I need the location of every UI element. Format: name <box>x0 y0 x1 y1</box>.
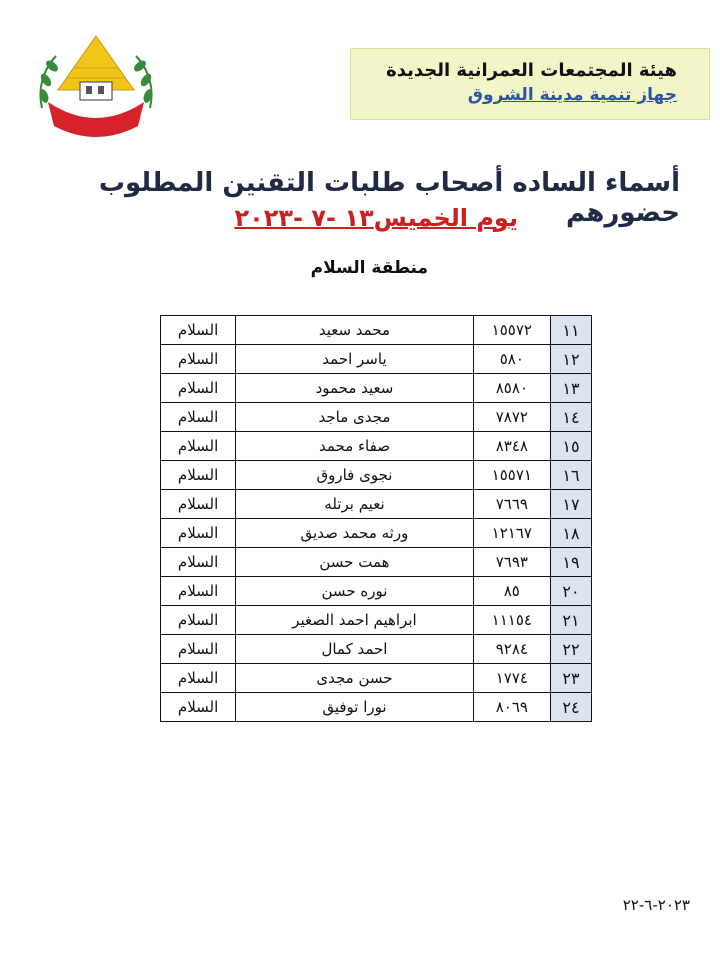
request-number: ٩٢٨٤ <box>473 635 550 664</box>
applicant-name: احمد كمال <box>236 635 474 664</box>
applicant-name: نوره حسن <box>236 577 474 606</box>
request-number: ٧٨٧٢ <box>473 403 550 432</box>
applicant-name: نعيم برتله <box>236 490 474 519</box>
area-name: السلام <box>161 664 236 693</box>
table-row <box>161 461 592 490</box>
request-number: ٧٦٦٩ <box>473 490 550 519</box>
applicant-name: ابراهيم احمد الصغير <box>236 606 474 635</box>
request-number: ٥٨٠ <box>473 345 550 374</box>
request-number: ١١١٥٤ <box>473 606 550 635</box>
appointment-date: يوم الخميس١٣ -٧ -٢٠٢٣ <box>234 204 518 232</box>
row-index: ١٧ <box>550 490 591 519</box>
request-number: ١٢١٦٧ <box>473 519 550 548</box>
area-name: السلام <box>161 432 236 461</box>
table-row <box>161 577 592 606</box>
area-name: السلام <box>161 635 236 664</box>
applicant-name: حسن مجدى <box>236 664 474 693</box>
applicants-table-body <box>161 316 592 722</box>
authority-logo <box>34 30 158 148</box>
row-index: ١٤ <box>550 403 591 432</box>
agency-name: جهاز تنمية مدينة الشروق <box>467 85 677 105</box>
area-name: السلام <box>161 403 236 432</box>
row-index: ١٨ <box>550 519 591 548</box>
request-number: ١٥٥٧٢ <box>473 316 550 345</box>
row-index: ١٣ <box>550 374 591 403</box>
applicant-name: ورثه محمد صديق <box>236 519 474 548</box>
org-name: هيئة المجتمعات العمرانية الجديدة <box>386 60 677 81</box>
table-row <box>161 548 592 577</box>
request-number: ٧٦٩٣ <box>473 548 550 577</box>
applicant-name: سعيد محمود <box>236 374 474 403</box>
request-number: ٨٣٤٨ <box>473 432 550 461</box>
area-name: السلام <box>161 345 236 374</box>
applicant-name: نجوى فاروق <box>236 461 474 490</box>
row-index: ٢٠ <box>550 577 591 606</box>
applicant-name: مجدى ماجد <box>236 403 474 432</box>
area-name: السلام <box>161 693 236 722</box>
table-row <box>161 519 592 548</box>
row-index: ١٢ <box>550 345 591 374</box>
request-number: ١٥٥٧١ <box>473 461 550 490</box>
logo-emblem <box>34 30 158 148</box>
area-name: السلام <box>161 548 236 577</box>
row-index: ١١ <box>550 316 591 345</box>
table-row <box>161 693 592 722</box>
row-index: ١٦ <box>550 461 591 490</box>
region-label: منطقة السلام <box>310 258 428 278</box>
area-name: السلام <box>161 316 236 345</box>
row-index: ٢٤ <box>550 693 591 722</box>
applicant-name: محمد سعيد <box>236 316 474 345</box>
request-number: ١٧٧٤ <box>473 664 550 693</box>
request-number: ٨٥٨٠ <box>473 374 550 403</box>
area-name: السلام <box>161 461 236 490</box>
area-name: السلام <box>161 490 236 519</box>
applicant-name: صفاء محمد <box>236 432 474 461</box>
table-row <box>161 345 592 374</box>
table-row <box>161 316 592 345</box>
area-name: السلام <box>161 519 236 548</box>
request-number: ٨٠٦٩ <box>473 693 550 722</box>
area-name: السلام <box>161 374 236 403</box>
table-row <box>161 432 592 461</box>
table-row <box>161 374 592 403</box>
table-row <box>161 664 592 693</box>
table-row <box>161 635 592 664</box>
page-title: أسماء الساده أصحاب طلبات التقنين المطلوب حضورهم <box>98 168 680 228</box>
row-index: ١٥ <box>550 432 591 461</box>
table-row <box>161 403 592 432</box>
row-index: ٢٣ <box>550 664 591 693</box>
area-name: السلام <box>161 606 236 635</box>
applicant-name: نورا توفيق <box>236 693 474 722</box>
row-index: ١٩ <box>550 548 591 577</box>
area-name: السلام <box>161 577 236 606</box>
table-row <box>161 606 592 635</box>
row-index: ٢١ <box>550 606 591 635</box>
row-index: ٢٢ <box>550 635 591 664</box>
authority-header <box>350 48 710 120</box>
issue-date: ٢٠٢٣-٦-٢٢ <box>622 896 690 914</box>
request-number: ٨٥ <box>473 577 550 606</box>
applicant-name: همت حسن <box>236 548 474 577</box>
applicants-table <box>160 315 592 722</box>
table-row <box>161 490 592 519</box>
applicant-name: ياسر احمد <box>236 345 474 374</box>
